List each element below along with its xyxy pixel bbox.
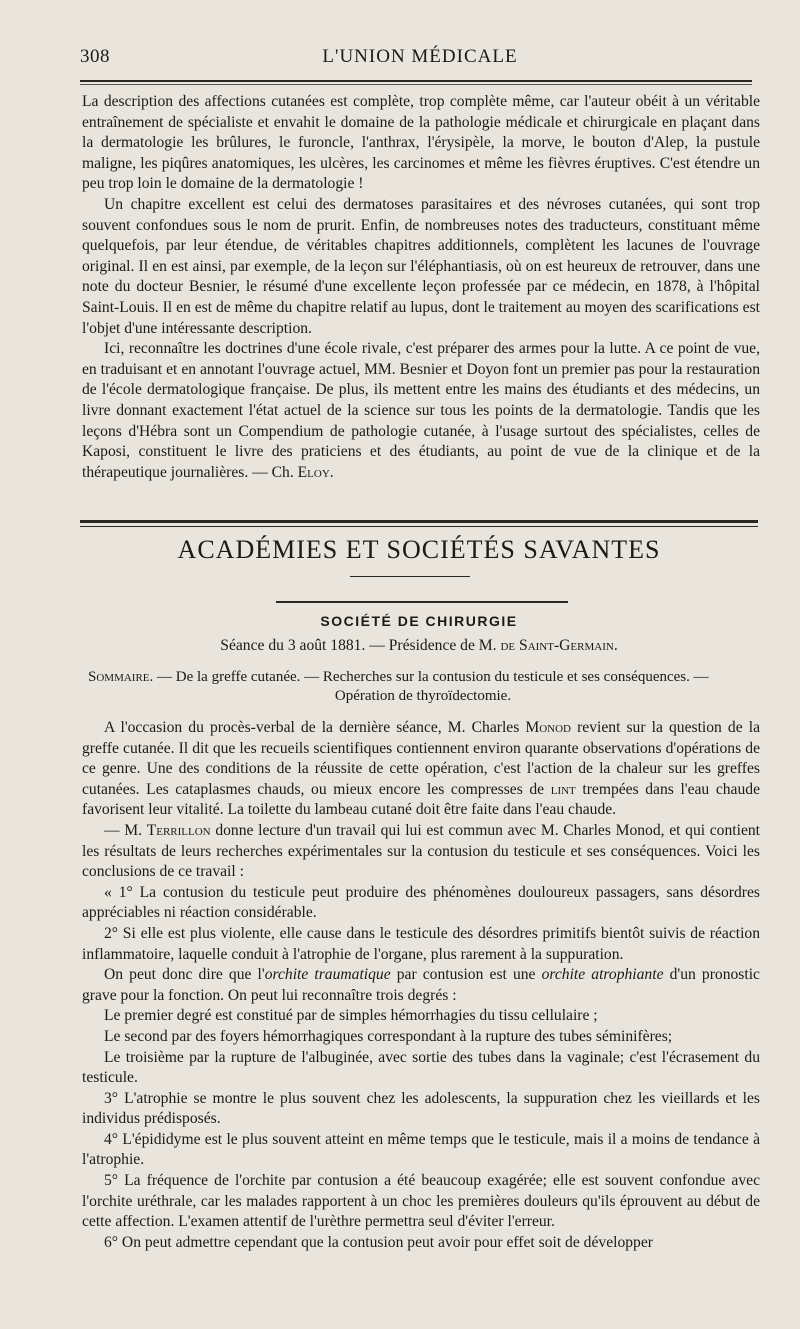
summary-line-2: Opération de thyroïdectomie. [334, 688, 512, 704]
body-paragraph [82, 821, 760, 883]
summary [88, 668, 758, 706]
degree-3: Le troisième par la rupture de l'albuginée, avec sortie des tubes dans la vaginale; c'est l'écrasement du testicule. [82, 1048, 760, 1087]
degree-1: Le premier degré est constitué par de simples hémorrhagies du tissu cellulaire ; [104, 1007, 598, 1025]
summary-text: — De la greffe cutanée. — Recherches sur la contusion du testicule et ses conséquences. — [153, 669, 709, 685]
seance-president: de Saint-Germain. [500, 637, 618, 654]
body-paragraph [82, 718, 760, 821]
body-text: donne lecture d'un travail qui lui est commun avec M. Charles Monod, et qui contient les résultats de leurs recherches expérimentales sur la contusion du testicule et ses conséquences. Voici les conclusions de ce travail : [82, 821, 760, 881]
section-title: ACADÉMIES ET SOCIÉTÉS SAVANTES [177, 535, 661, 564]
review-paragraph: La description des affections cutanées est complète, trop complète même, car l'auteur obéit à un véritable entraînement de spécialiste et envahit le domaine de la pathologie médicale et chirurgicale en plaçant dans la dermatologie les brûlures, le furoncle, l'anthrax, l'érysipèle, la morve, le bouton d'Alep, la pustule maligne, les piqûres anatomiques, les ulcères, les carcinomes et même les fièvres éruptives. C'est étendre un peu trop loin le domaine de la dermatologie ! [82, 93, 760, 193]
summary-line [88, 668, 758, 687]
section-rule-thick [80, 520, 758, 523]
person-name: Terrillon [146, 821, 211, 839]
society-heading: SOCIÉTÉ DE CHIRURGIE [320, 613, 518, 629]
header-rule [80, 80, 752, 82]
seance-text: Séance du 3 août 1881. — Présidence de M. [220, 637, 501, 654]
review-paragraph-last [82, 339, 760, 483]
proceedings-body [82, 718, 760, 1253]
review-signature: Eloy. [297, 463, 334, 481]
section-rule-thin [80, 526, 758, 527]
header-rule-thin [80, 84, 752, 85]
conclusion-5: 5° La fréquence de l'orchite par contusion a été beaucoup exagérée; elle est souvent confondue avec l'orchite uréthrale, car les malades rapportent à un choc les premières douleurs qu'ils éprouvent au début de cette affection. L'examen attentif de l'urèthre permettra seul d'éviter l'erreur. [82, 1172, 760, 1231]
book-review-section [82, 92, 760, 483]
body-text: A l'occasion du procès-verbal de la dernière séance, M. Charles [104, 719, 526, 736]
running-title: L'UNION MÉDICALE [322, 46, 518, 67]
person-name: Monod [525, 719, 572, 736]
body-text: trempées dans l'eau chaude favorisent leur vitalité. La toilette du lambeau cutané doit être faite dans l'eau chaude. [82, 780, 760, 819]
body-text: d'un pronostic grave pour la fonction. On peut lui reconnaître trois degrés : [82, 966, 760, 1004]
conclusion-1: « 1° La contusion du testicule peut produire des phénomènes douloureux passagers, sans désordres appréciables ni réaction considérable. [82, 883, 760, 922]
italic-term: orchite atrophiante [541, 966, 664, 984]
body-text: revient sur la question de la greffe cutanée. Il dit que les recueils scientifiques contiennent environ quarante observations d'opérations de ce genre. Une des conditions de la réussite de cette opération, c'est l'action de la chaleur sur les greffes cutanées. Les cataplasmes chauds, ou mieux encore les compresses de [82, 719, 760, 798]
body-text: par contusion est une [390, 966, 542, 984]
conclusion-6: 6° On peut admettre cependant que la contusion peut avoir pour effet soit de développer [104, 1233, 653, 1251]
degree-2: Le second par des foyers hémorrhagiques correspondant à la rupture des tubes séminifères; [104, 1027, 673, 1045]
page-header [80, 46, 760, 76]
summary-label: Sommaire. [88, 669, 154, 685]
short-rule [350, 576, 470, 577]
conclusion-3: 3° L'atrophie se montre le plus souvent chez les adolescents, la suppuration chez les vieillards et les individus prédisposés. [82, 1089, 760, 1128]
term-lint: lint [550, 780, 576, 798]
review-paragraph: Un chapitre excellent est celui des dermatoses parasitaires et des névroses cutanées, qui sont trop souvent confondues sous le nom de prurit. Enfin, de nombreuses notes des traducteurs, constituant même quelquefois, par leur étendue, de véritables chapitres additionnels, complètent les lacunes de l'ouvrage original. Il en est ainsi, par exemple, de la leçon sur l'éléphantiasis, où on est heureux de retrouver, dans une note du docteur Besnier, le résumé d'une excellente leçon professée par ce médecin, en 1878, à l'hôpital Saint-Louis. Il en est de même du chapitre relatif au lupus, dont le traitement au moyen des scarifications est l'objet d'une intéressante description. [82, 195, 760, 337]
body-text: — M. [104, 821, 147, 839]
review-paragraph-text: Ici, reconnaître les doctrines d'une école rivale, c'est préparer des armes pour la lutte. A ce point de vue, en traduisant et en annotant l'ouvrage actuel, MM. Besnier et Doyon font un premier pas pour la restauration de l'école dermatologique française. De plus, ils mettent entre les mains des étudiants et des médecins, un livre donnant exactement l'état actuel de la science sur tous les points de la dermatologie. Tandis que les leçons d'Hébra sont un Compendium de pathologie cutanée, à l'usage surtout des spécialistes, celles de Kaposi, constituent le livre des praticiens et des étudiants, au point de vue de la clinique et de la thérapeutique journalières. — Ch. [82, 340, 760, 481]
page-number: 308 [80, 46, 110, 67]
seance-line [80, 637, 758, 655]
society-rule [276, 601, 568, 603]
conclusion-2: 2° Si elle est plus violente, elle cause dans le testicule des désordres primitifs bientôt suivis de réaction inflammatoire, laquelle conduit à l'atrophie de l'organe, plus rarement à la suppuration. [82, 924, 760, 963]
conclusion-4: 4° L'épididyme est le plus souvent atteint en même temps que le testicule, mais il a moins de tendance à l'atrophie. [82, 1130, 760, 1169]
body-paragraph [82, 965, 760, 1006]
body-text: On peut donc dire que l' [104, 966, 265, 984]
italic-term: orchite traumatique [264, 966, 391, 984]
